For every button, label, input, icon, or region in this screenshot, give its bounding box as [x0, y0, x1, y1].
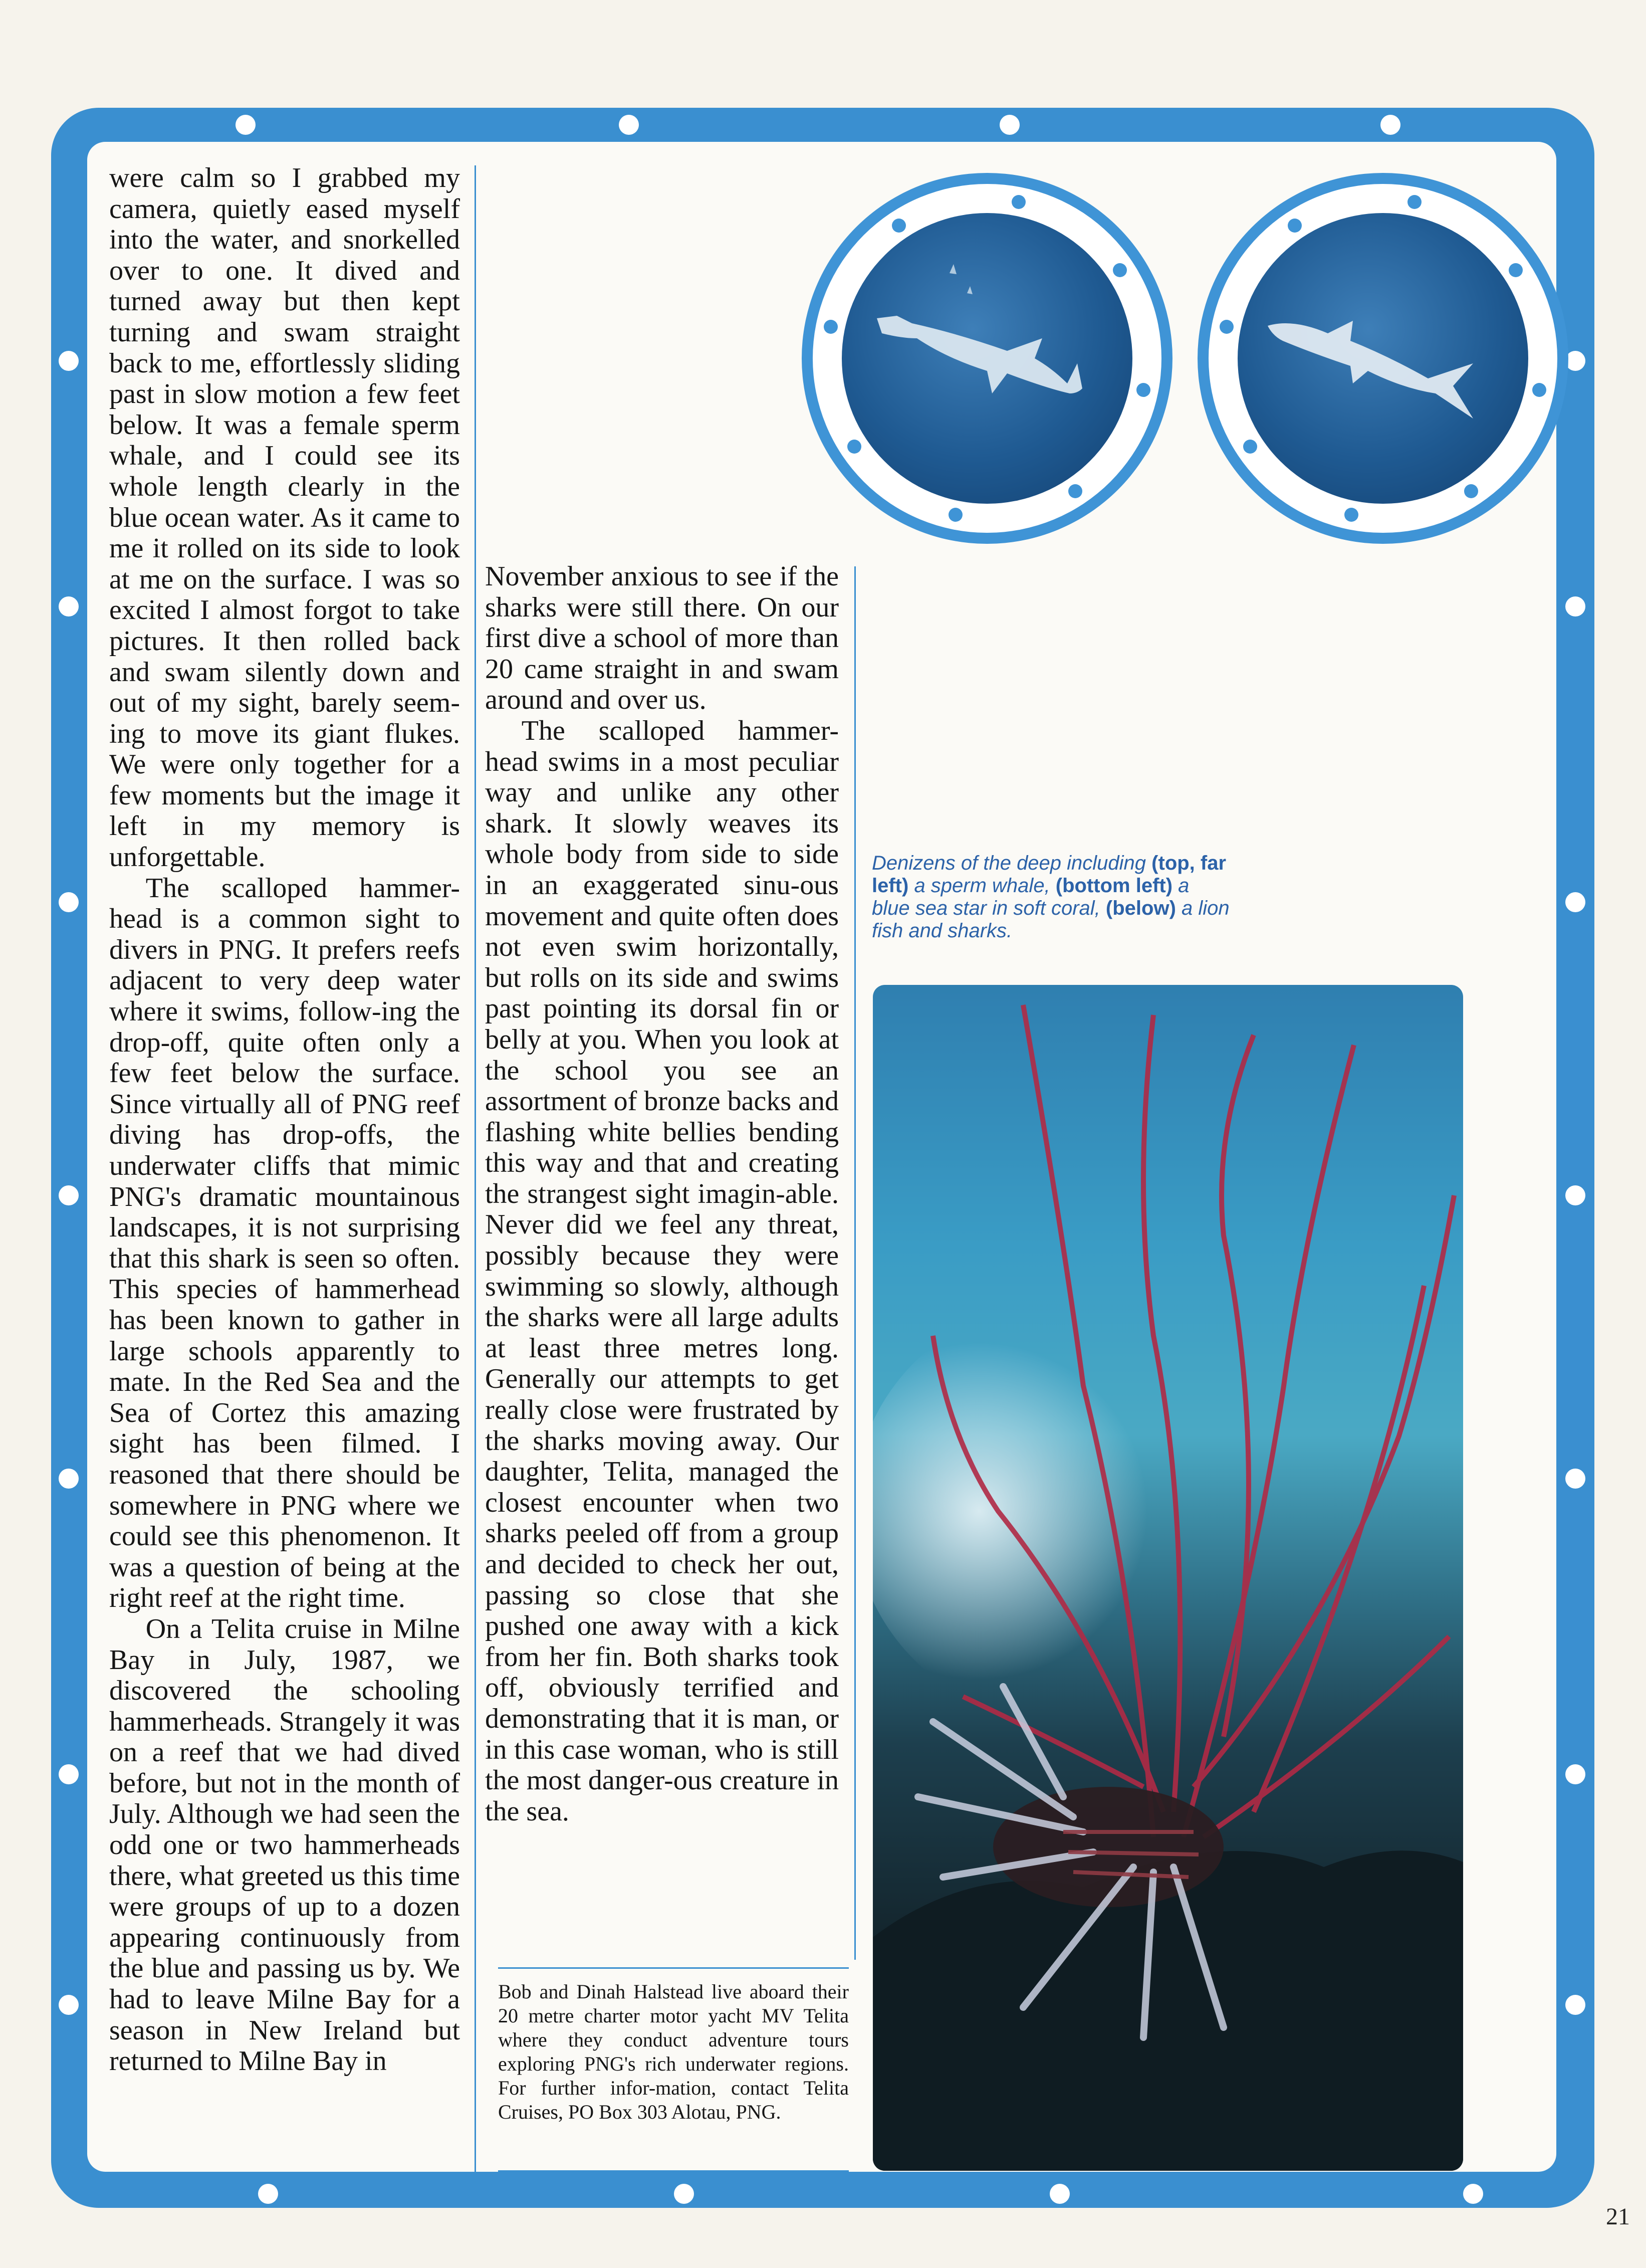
- caption-text: Denizens of the deep including: [872, 852, 1152, 874]
- column-divider: [854, 566, 856, 1960]
- caption-text: a lion fish and sharks.: [872, 897, 1230, 942]
- caption-text: a blue sea star in soft coral,: [872, 875, 1190, 919]
- porthole-photo-hammerhead: [802, 173, 1172, 544]
- reef-shark-icon: [1238, 213, 1528, 504]
- article-paragraph: were calm so I grabbed my camera, quietly eased myself into the water, and snorkelled over to one. It dived and turned away but then kept turning and swam straight back to me, effortlessly sliding past in slow motion a few feet below. It was a female sperm whale, and I could see its whole length clearly in the blue ocean water. As it came to me it rolled on its side to look at me on the surface. I was so excited I almost forgot to take pictures. It then rolled back and swam silently down and out of my sight, barely seem-ing to move its giant flukes. We were only together for a few moments but the image it left in my memory is unforgettable.: [109, 162, 460, 873]
- frame-dot: [59, 1764, 79, 1784]
- frame-dot: [1050, 2184, 1070, 2204]
- frame-dot: [674, 2184, 694, 2204]
- frame-dot: [59, 1185, 79, 1205]
- porthole-rim-dot: [1136, 383, 1150, 397]
- frame-dot: [236, 115, 256, 135]
- caption-ref: (below): [1105, 897, 1176, 919]
- column-divider: [475, 165, 476, 2175]
- bio-divider-top: [498, 1967, 849, 1969]
- frame-dot: [1565, 1995, 1585, 2015]
- hammerhead-shark-photo: [842, 213, 1132, 504]
- lionfish-coral-photo: [873, 985, 1463, 2171]
- article-paragraph: The scalloped hammer-head is a common sight to divers in PNG. It prefers reefs adjacent to very deep water where it swims, follow-ing the drop-off, quite often only a few feet below the surface. Since virtually all of PNG reef diving has drop-offs, the underwater cliffs that mimic PNG's dramatic mountainous landscapes, it is not surprising that this shark is seen so often. This species of hammerhead has been known to gather in large schools apparently to mate. In the Red Sea and the Sea of Cortez this amazing sight has been filmed. I reasoned that there should be somewhere in PNG where we could see this phenomenon. It was a question of being at the right reef at the right time.: [109, 872, 460, 1614]
- frame-dot: [1565, 1185, 1585, 1205]
- porthole-rim-dot: [949, 508, 963, 522]
- article-column-2: [485, 561, 839, 1827]
- hammerhead-shark-icon: [842, 213, 1132, 504]
- porthole-rim-dot: [824, 320, 838, 334]
- author-bio: Bob and Dinah Halstead live aboard their 20 metre charter motor yacht MV Telita where they conduct adventure tours exploring PNG's rich underwater regions. For further infor-mation, contact Telita Cruises, PO Box 303 Alotau, PNG.: [498, 1980, 849, 2123]
- frame-dot: [59, 892, 79, 912]
- frame-dot: [619, 115, 639, 135]
- bio-divider-bottom: [498, 2170, 849, 2172]
- frame-dot: [1565, 1764, 1585, 1784]
- frame-dot: [1565, 1469, 1585, 1489]
- reef-shark-photo: [1238, 213, 1528, 504]
- frame-dot: [1565, 892, 1585, 912]
- frame-dot: [1565, 596, 1585, 616]
- frame-dot: [1380, 115, 1400, 135]
- photo-caption: [872, 852, 1233, 942]
- page-number: 21: [1606, 2203, 1630, 2230]
- porthole-rim-dot: [847, 440, 861, 454]
- frame-dot: [1565, 351, 1585, 371]
- caption-text: a sperm whale,: [908, 875, 1056, 897]
- caption-ref: (bottom left): [1055, 875, 1173, 897]
- porthole-photo-reef-shark: [1198, 173, 1568, 544]
- article-column-1: [109, 163, 460, 2077]
- frame-dot: [258, 2184, 278, 2204]
- caption-ref: (top, far left): [872, 852, 1227, 897]
- frame-dot: [59, 351, 79, 371]
- porthole-rim-dot: [1068, 484, 1082, 498]
- frame-dot: [59, 1469, 79, 1489]
- porthole-rim-dot: [1532, 383, 1546, 397]
- porthole-rim-dot: [1220, 320, 1234, 334]
- porthole-rim-dot: [1243, 440, 1257, 454]
- article-paragraph: On a Telita cruise in Milne Bay in July, 1987, we discovered the schooling hammerheads. Strangely it was on a reef that we had dived before, but not in the month of July. Although we had seen the odd one or two hammerheads there, what greeted us this time were groups of up to a dozen appearing continuously from the blue and passing us by. We had to leave Milne Bay for a season in New Ireland but returned to Milne Bay in: [109, 1613, 460, 2077]
- frame-dot: [1000, 115, 1020, 135]
- frame-dot: [1463, 2184, 1483, 2204]
- article-paragraph: November anxious to see if the sharks were still there. On our first dive a school of more than 20 came straight in and swam around and over us.: [485, 561, 839, 716]
- lionfish-coral-illustration: [873, 985, 1463, 2171]
- porthole-rim-dot: [1464, 484, 1478, 498]
- article-paragraph: The scalloped hammer-head swims in a most peculiar way and unlike any other shark. It slowly weaves its whole body from side to side in an exaggerated sinu-ous movement and quite often does not even swim horizontally, but rolls on its side and swims past pointing its dorsal fin or belly at you. When you look at the school you see an assortment of bronze backs and flashing white bellies bending this way and that and creating the strangest sight imagin-able. Never did we feel any threat, possibly because they were swimming so slowly, although the sharks were all large adults at least three metres long. Generally our attempts to get really close were frustrated by the sharks moving away. Our daughter, Telita, managed the closest encounter when two sharks peeled off from a group and decided to check her out, passing so close that she pushed one away with a kick from her fin. Both sharks took off, obviously terrified and demonstrating that it is man, or in this case woman, who is still the most danger-ous creature in the sea.: [485, 715, 839, 1827]
- porthole-rim-dot: [1344, 508, 1358, 522]
- frame-dot: [59, 1995, 79, 2015]
- frame-dot: [59, 596, 79, 616]
